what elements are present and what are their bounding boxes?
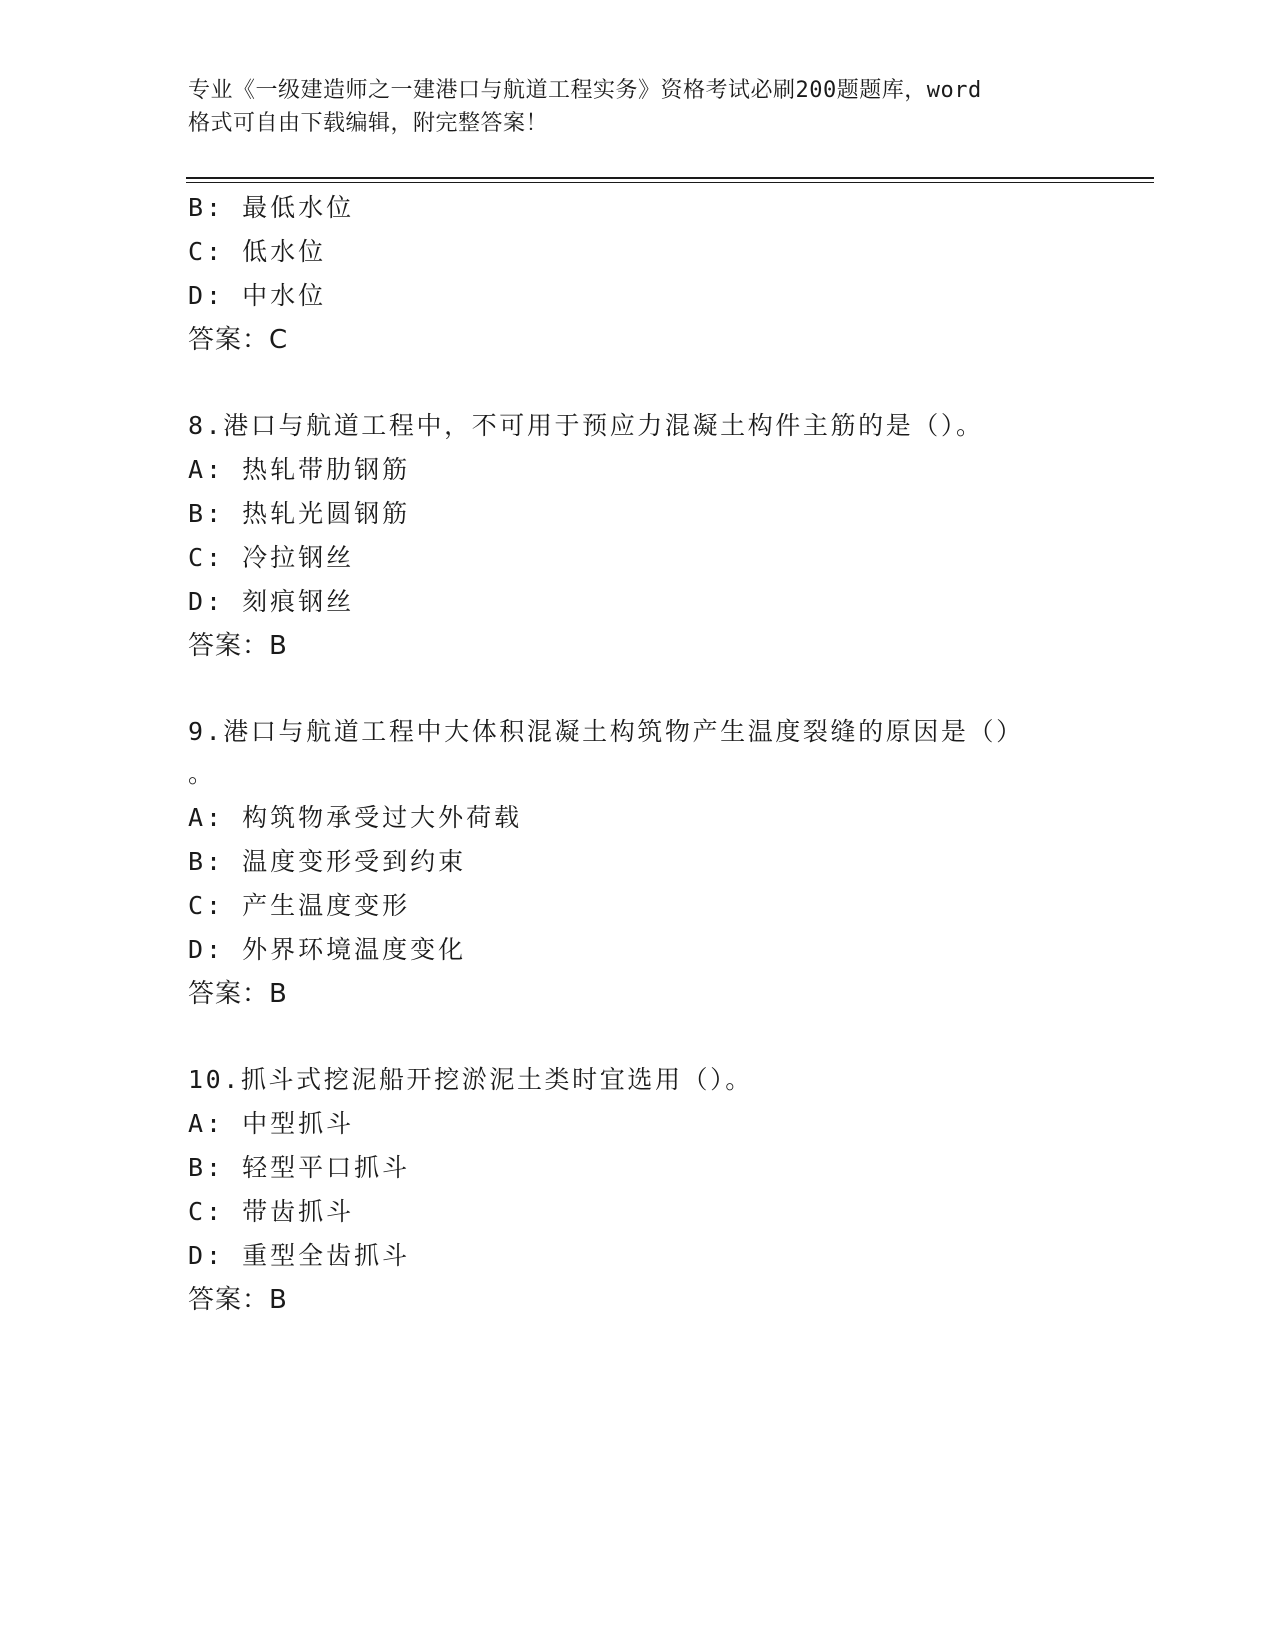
header-divider-thin: [186, 182, 1154, 183]
q8-option-a: A: 热轧带肋钢筋: [188, 455, 411, 484]
q8-option-d: D: 刻痕钢丝: [188, 587, 355, 616]
q9-stem-line-2: 。: [188, 759, 217, 788]
header-divider-thick: [186, 177, 1154, 179]
q7-option-c: C: 低水位: [188, 237, 327, 266]
q8-option-b: B: 热轧光圆钢筋: [188, 499, 411, 528]
q7-option-d: D: 中水位: [188, 281, 327, 310]
q7-option-b: B: 最低水位: [188, 193, 355, 222]
q10-option-d: D: 重型全齿抓斗: [188, 1241, 411, 1270]
q10-option-b: B: 轻型平口抓斗: [188, 1153, 411, 1182]
document-header: [188, 74, 1068, 140]
q9-option-c: C: 产生温度变形: [188, 891, 411, 920]
q10-answer: 答案：B: [188, 1285, 288, 1315]
q8-option-c: C: 冷拉钢丝: [188, 543, 355, 572]
q9-answer: 答案：B: [188, 979, 288, 1009]
header-title-line-1: 专业《一级建造师之一建港口与航道工程实务》资格考试必刷200题题库，word: [188, 78, 982, 103]
q10-option-a: A: 中型抓斗: [188, 1109, 355, 1138]
q8-stem: 8.港口与航道工程中，不可用于预应力混凝土构件主筋的是（）。: [188, 411, 984, 440]
q9-option-a: A: 构筑物承受过大外荷载: [188, 803, 523, 832]
q9-option-d: D: 外界环境温度变化: [188, 935, 467, 964]
q10-stem: 10.抓斗式挖泥船开挖淤泥土类时宜选用（）。: [188, 1065, 753, 1094]
header-title-line-2: 格式可自由下载编辑，附完整答案！: [188, 111, 549, 136]
q9-option-b: B: 温度变形受到约束: [188, 847, 467, 876]
q8-answer: 答案：B: [188, 631, 288, 661]
q9-stem-line-1: 9.港口与航道工程中大体积混凝土构筑物产生温度裂缝的原因是（）: [188, 717, 1024, 746]
q10-option-c: C: 带齿抓斗: [188, 1197, 355, 1226]
q7-answer: 答案：C: [188, 325, 289, 355]
